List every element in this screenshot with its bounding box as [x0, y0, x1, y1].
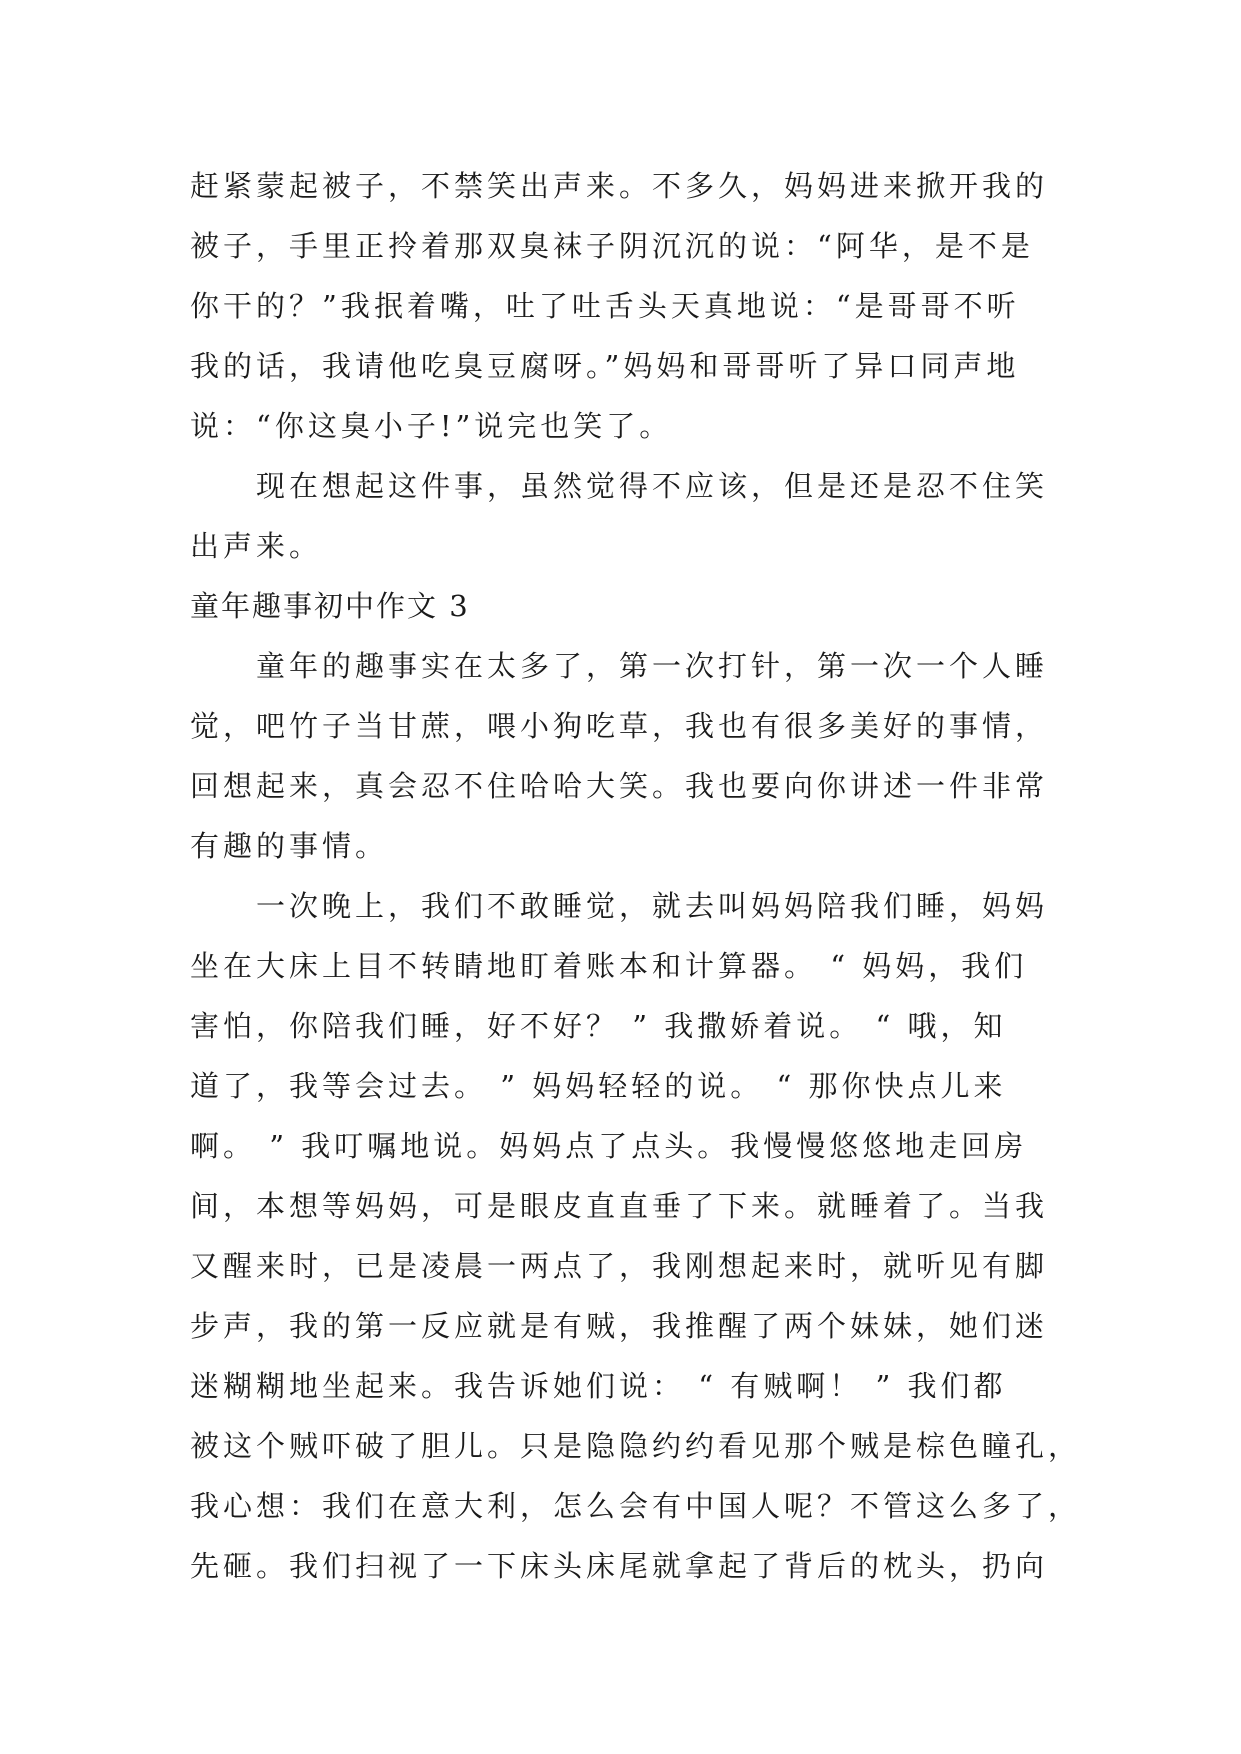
text-line: 迷糊糊地坐起来。我告诉她们说： “ 有贼啊！ ” 我们都 [190, 1369, 1007, 1403]
text-line: 有趣的事情。 [190, 829, 389, 863]
text-line: 先砸。我们扫视了一下床头床尾就拿起了背后的枕头，扔向 [190, 1549, 1049, 1583]
text-line: 觉，吧竹子当甘蔗，喂小狗吃草，我也有很多美好的事情， [190, 709, 1049, 743]
text-line: 回想起来，真会忍不住哈哈大笑。我也要向你讲述一件非常 [190, 769, 1049, 803]
text-line: 又醒来时，已是凌晨一两点了，我刚想起来时，就听见有脚 [190, 1249, 1049, 1283]
essay-body [190, 156, 1082, 1596]
text-line: 赶紧蒙起被子，不禁笑出声来。不多久，妈妈进来掀开我的 [190, 169, 1049, 203]
text-line: 害怕，你陪我们睡，好不好？ ” 我撒娇着说。 “ 哦，知 [190, 1009, 1007, 1043]
text-line: 道了，我等会过去。 ” 妈妈轻轻的说。 “ 那你快点儿来 [190, 1069, 1007, 1103]
text-line: 出声来。 [190, 529, 323, 563]
text-line: 我的话，我请他吃臭豆腐呀。”妈妈和哥哥听了异口同声地 [190, 349, 1020, 383]
text-line: 现在想起这件事，虽然觉得不应该，但是还是忍不住笑 [256, 469, 1049, 503]
text-line: 说：“你这臭小子!”说完也笑了。 [190, 409, 673, 443]
text-line: 被子，手里正拎着那双臭袜子阴沉沉的说：“阿华，是不是 [190, 229, 1034, 263]
text-line: 我心想：我们在意大利，怎么会有中国人呢？不管这么多了， [190, 1489, 1082, 1523]
text-line: 你干的？”我抿着嘴，吐了吐舌头天真地说：“是哥哥不听 [190, 289, 1020, 323]
section-heading: 童年趣事初中作文 3 [190, 589, 470, 623]
text-line: 被这个贼吓破了胆儿。只是隐隐约约看见那个贼是棕色瞳孔， [190, 1429, 1082, 1463]
text-line: 间，本想等妈妈，可是眼皮直直垂了下来。就睡着了。当我 [190, 1189, 1049, 1223]
text-line: 坐在大床上目不转睛地盯着账本和计算器。 “ 妈妈，我们 [190, 949, 1028, 983]
text-line: 童年的趣事实在太多了，第一次打针，第一次一个人睡 [256, 649, 1049, 683]
text-line: 步声，我的第一反应就是有贼，我推醒了两个妹妹，她们迷 [190, 1309, 1049, 1343]
text-line: 啊。 ” 我叮嘱地说。妈妈点了点头。我慢慢悠悠地走回房 [190, 1129, 1028, 1163]
text-line: 一次晚上，我们不敢睡觉，就去叫妈妈陪我们睡，妈妈 [256, 889, 1049, 923]
